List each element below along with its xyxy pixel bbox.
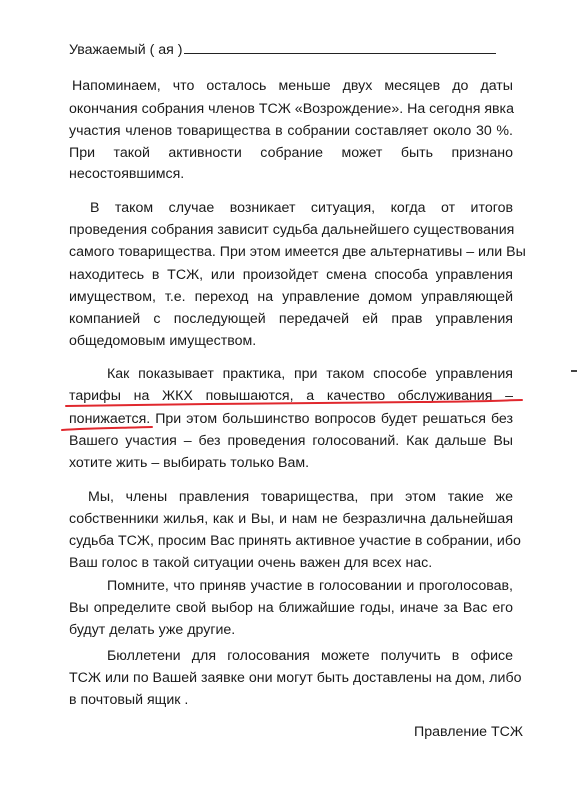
p3-line-1: Как показывает практика, при таком способе управления [107, 366, 513, 382]
p2-line-7: общедомовым имуществом. [69, 333, 257, 349]
p1-line-5: несостоявшимся. [69, 166, 185, 182]
p5-line-1: Помните, что приняв участие в голосовании и проголосовав, [107, 578, 513, 594]
p1-line-2: окончания собрания членов ТСЖ «Возрождение». На сегодня явка [69, 101, 514, 117]
p6-line-2: ТСЖ или по Вашей заявке они могут быть доставлены на дом, либо [69, 670, 522, 686]
p2-line-3: самого товарищества. При этом имеется две альтернативы – или Вы [69, 244, 526, 260]
p5-line-3: будут делать уже другие. [69, 622, 236, 638]
p6-line-3: в почтовый ящик . [69, 692, 189, 708]
p3-line-4: Вашего участия – без проведения голосований. Как дальше Вы [69, 433, 513, 449]
p4-line-3: судьба ТСЖ, просим Вас принять активное участие в собрании, ибо [69, 533, 521, 549]
p3-line-5: хотите жить – выбирать только Вам. [69, 455, 310, 471]
scan-edge-mark [571, 370, 577, 372]
p1-line-3: участия членов товарищества в собрании составляет около 30 %. [69, 123, 513, 139]
p4-line-2: собственники жилья, как и Вы, и нам не безразлична дальнейшая [69, 511, 513, 527]
salutation: Уважаемый ( ая ) [69, 42, 183, 58]
p2-line-4: находитесь в ТСЖ, или произойдет смена способа управления [69, 267, 513, 283]
p1-line-4: При такой активности собрание может быть признано [69, 145, 513, 161]
p3-line-3: понижается. При этом большинство вопросов будет решаться без [69, 411, 513, 427]
recipient-name-blank [184, 40, 496, 54]
p4-line-4: Ваш голос в такой ситуации очень важен для всех нас. [69, 555, 433, 571]
p4-line-1: Мы, члены правления товарищества, при этом такие же [88, 489, 513, 505]
p5-line-2: Вы определите свой выбор на ближайшие годы, иначе за Вас его [69, 600, 513, 616]
signature: Правление ТСЖ [414, 724, 523, 740]
p2-line-6: компанией с последующей передачей ей прав управления [69, 311, 513, 327]
p2-line-1: В таком случае возникает ситуация, когда от итогов [90, 200, 513, 216]
p2-line-5: имуществом, т.е. переход на управление домом управляющей [69, 289, 513, 305]
p3-line-2: тарифы на ЖКХ повышаются, а качество обслуживания – [69, 388, 513, 404]
p6-line-1: Бюллетени для голосования можете получить в офисе [107, 648, 513, 664]
p1-line-1: Напоминаем, что осталось меньше двух месяцев до даты [72, 78, 513, 94]
salutation-line [69, 40, 496, 60]
p2-line-2: проведения собрания зависит судьба дальнейшего существования [69, 222, 515, 238]
